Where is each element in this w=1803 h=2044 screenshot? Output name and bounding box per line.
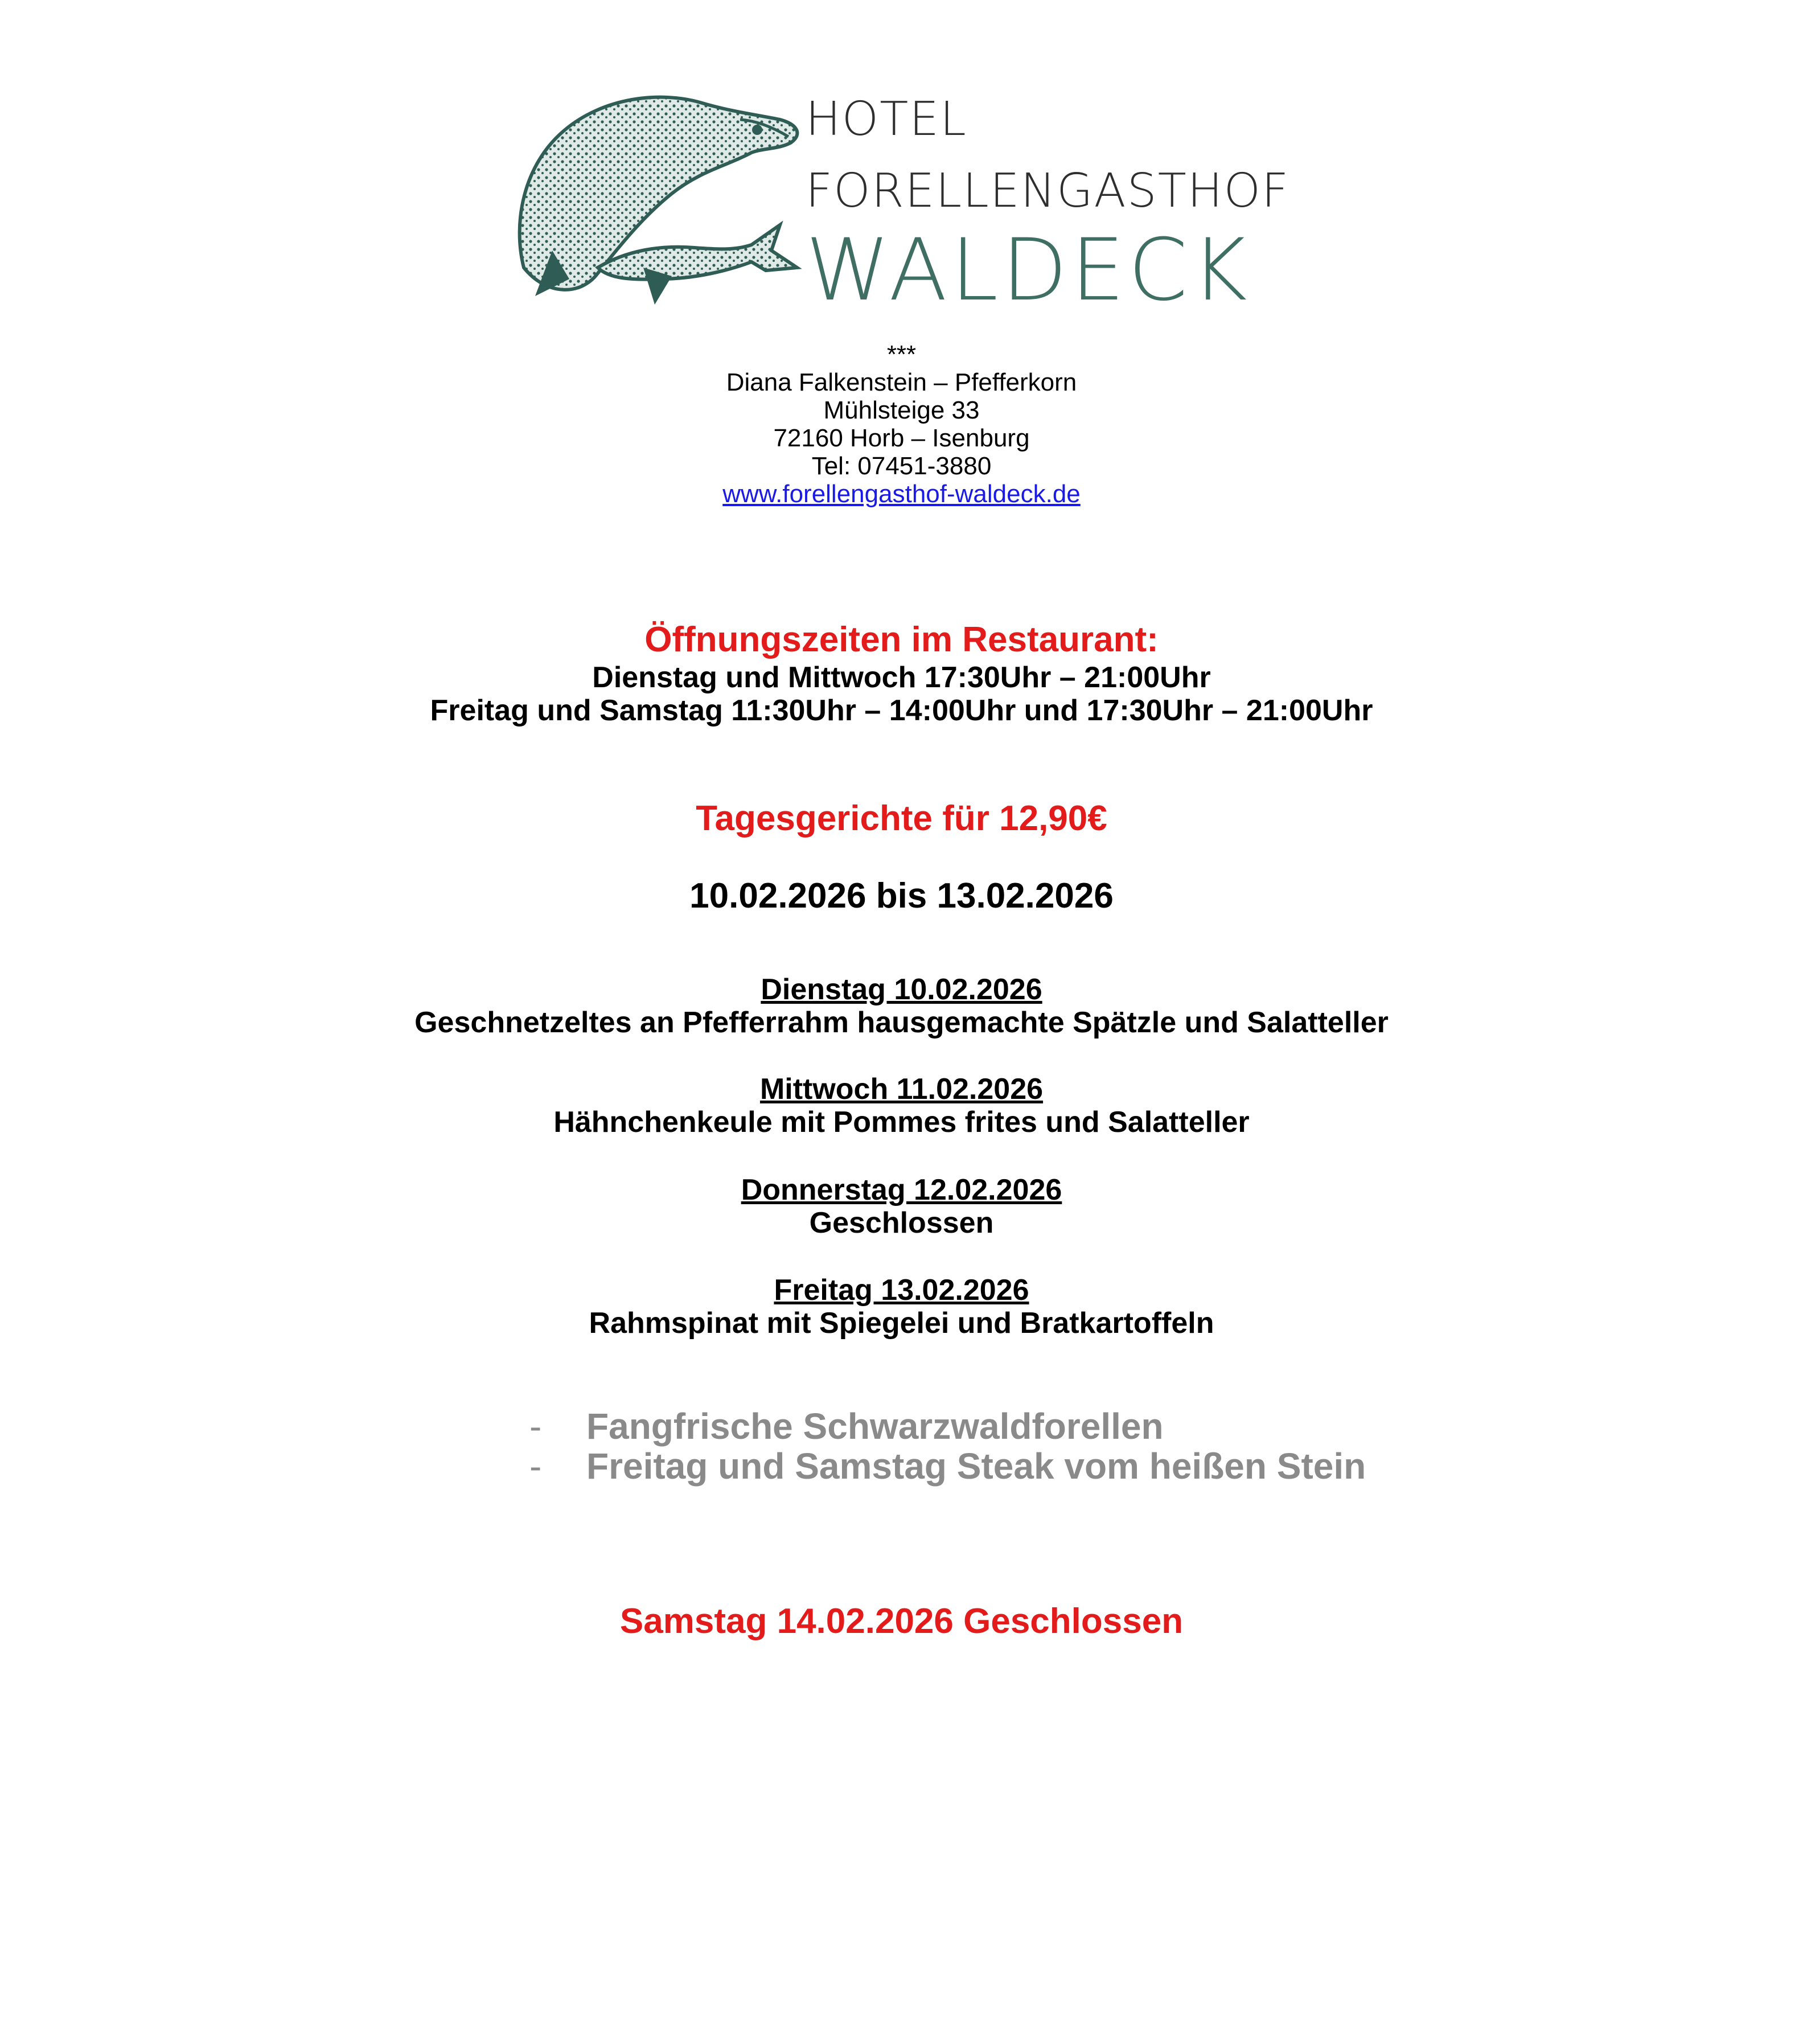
closed-notice: Samstag 14.02.2026 Geschlossen bbox=[619, 1602, 1184, 1641]
extras-text: Freitag und Samstag Steak vom heißen Stein bbox=[586, 1446, 1366, 1487]
city: 72160 Horb – Isenburg bbox=[773, 424, 1030, 452]
day-dish: Rahmspinat mit Spiegelei und Bratkartoffeln bbox=[589, 1307, 1214, 1340]
logo-forellengasthof-text: FORELLENGASTHOF bbox=[806, 164, 1290, 218]
hours-line-2: Freitag und Samstag 11:30Uhr – 14:00Uhr und 17:30Uhr – 21:00Uhr bbox=[430, 694, 1373, 727]
day-heading: Mittwoch 11.02.2026 bbox=[759, 1073, 1044, 1106]
extras-item bbox=[529, 1445, 1366, 1487]
day-heading: Dienstag 10.02.2026 bbox=[761, 973, 1042, 1006]
stars: *** bbox=[886, 340, 917, 368]
extras-text: Fangfrische Schwarzwaldforellen bbox=[586, 1406, 1164, 1447]
logo-waldeck-text: WALDECK bbox=[806, 221, 1251, 320]
day-dish: Geschlossen bbox=[809, 1206, 994, 1239]
phone: Tel: 07451-3880 bbox=[811, 452, 992, 480]
list-dash: - bbox=[529, 1446, 542, 1487]
day-dish: Geschnetzeltes an Pfefferrahm hausgemachte Spätzle und Salatteller bbox=[414, 1006, 1389, 1039]
logo-hotel-text: HOTEL bbox=[806, 92, 967, 146]
address-block bbox=[0, 340, 1803, 508]
day-dish: Hähnchenkeule mit Pommes frites und Salatteller bbox=[553, 1106, 1250, 1139]
owner-name: Diana Falkenstein – Pfefferkorn bbox=[726, 368, 1077, 396]
day-heading: Freitag 13.02.2026 bbox=[774, 1274, 1029, 1307]
day-heading: Donnerstag 12.02.2026 bbox=[741, 1173, 1062, 1206]
specials-title: Tagesgerichte für 12,90€ bbox=[696, 799, 1107, 838]
extras-item bbox=[529, 1405, 1164, 1447]
hours-title: Öffnungszeiten im Restaurant: bbox=[644, 620, 1159, 659]
website-link[interactable]: www.forellengasthof-waldeck.de bbox=[722, 480, 1081, 508]
street: Mühlsteige 33 bbox=[823, 396, 980, 424]
specials-period: 10.02.2026 bis 13.02.2026 bbox=[689, 876, 1114, 916]
hours-line-1: Dienstag und Mittwoch 17:30Uhr – 21:00Uhr bbox=[592, 661, 1211, 694]
list-dash: - bbox=[529, 1406, 542, 1447]
trout-fish-icon bbox=[512, 80, 808, 307]
hotel-logo bbox=[512, 80, 1298, 320]
